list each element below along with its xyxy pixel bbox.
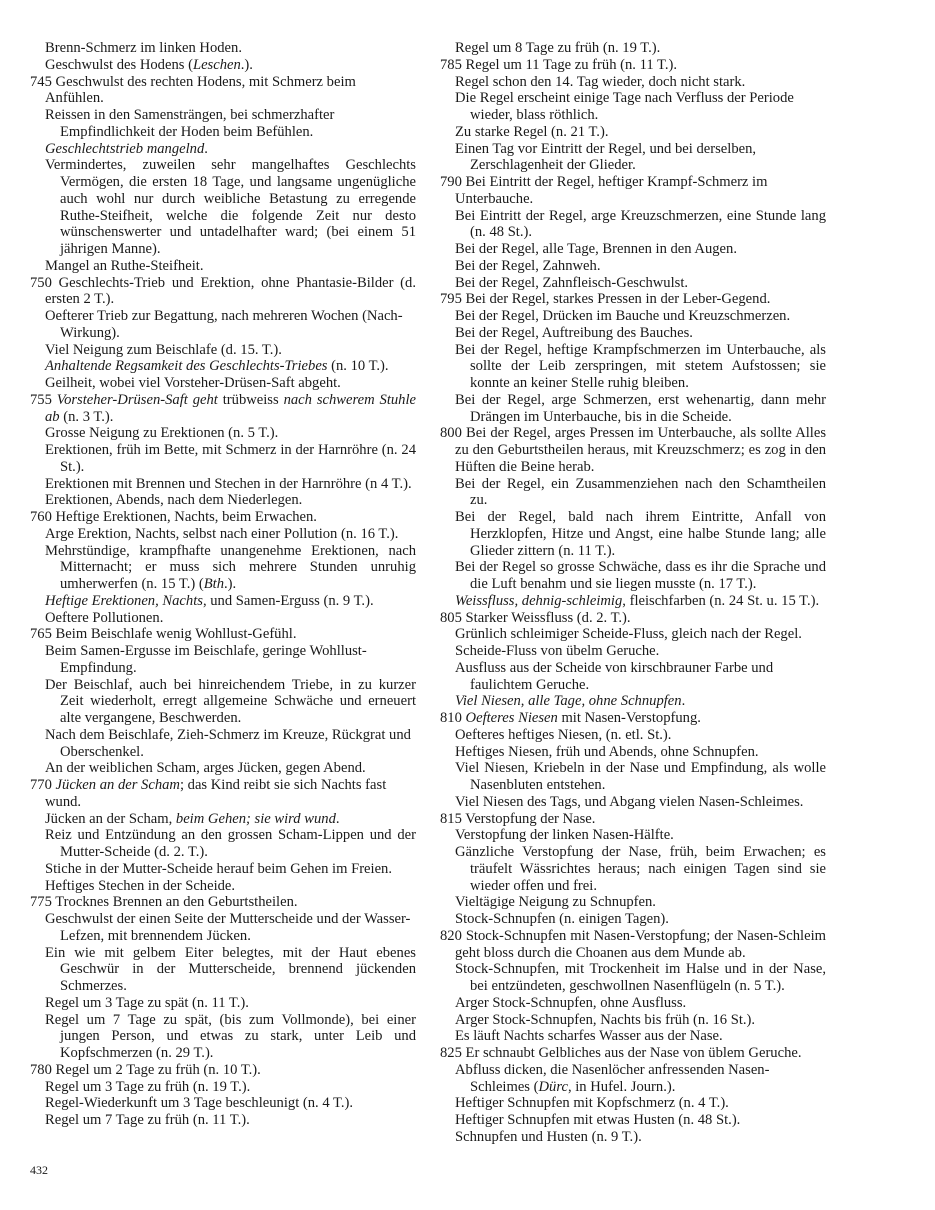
symptom-entry: Bei der Regel, Drücken im Bauche und Kreuzschmerzen. [455,308,791,324]
symptom-entry: Ausfluss aus der Scheide von kirschbrauner Farbe und faulichtem Geruche. [455,659,774,693]
symptom-entry [440,291,826,308]
symptom-entry: Nach dem Beischlafe, Zieh-Schmerz im Kreuze, Rückgrat und Oberschenkel. [45,726,411,760]
symptom-entry: Viel Neigung zum Beischlafe (d. 15. T.). [45,341,282,358]
right-column [440,40,826,1146]
entry-text: Trocknes Brennen an den Geburtstheilen. [55,894,298,911]
symptom-entry: An der weiblichen Scham, arges Jücken, gegen Abend. [45,760,366,777]
symptom-entry: Reiz und Entzündung an den grossen Scham-Lippen und der Mutter-Scheide (d. 2. T.). [45,827,416,860]
symptom-entry: Arger Stock-Schnupfen, Nachts bis früh (n. 16 St.). [455,1011,756,1028]
entry-number: 765 [30,626,56,643]
symptom-entry [440,710,826,727]
symptom-entry: Regel-Wiederkunft um 3 Tage beschleunigt (n. 4 T.). [45,1095,354,1112]
symptom-entry: Geschlechtstrieb mangelnd. [45,140,208,157]
entry-text: Oefteres Niesen mit Nasen-Verstopfung. [465,710,701,726]
symptom-entry [440,811,826,828]
symptom-entry: Regel um 3 Tage zu früh (n. 19 T.). [45,1078,251,1095]
symptom-entry: Arge Erektion, Nachts, selbst nach einer Pollution (n. 16 T.). [45,525,399,542]
entry-text: Heftige Erektionen, Nachts, beim Erwachen. [55,509,317,525]
symptom-entry [440,610,826,627]
symptom-entry: Arger Stock-Schnupfen, ohne Ausfluss. [455,994,687,1011]
symptom-entry [440,425,826,475]
symptom-entry: Reissen in den Samensträngen, bei schmerzhafter Empfindlichkeit der Hoden beim Befühlen. [45,107,335,140]
symptom-entry: Stock-Schnupfen, mit Trockenheit im Halse und in der Nase, bei entzündeten, geschwollnen Nasenflügeln (n. 5 T.). [455,961,826,994]
symptom-entry: Heftige Erektionen, Nachts, und Samen-Erguss (n. 9 T.). [45,592,374,609]
symptom-entry: Geschwulst des Hodens (Leschen.). [45,56,253,73]
entry-number: 780 [30,1061,56,1078]
entry-text: Jücken an der Scham; das Kind reibt sie sich Nachts fast wund. [45,777,387,810]
symptom-entry: Regel um 8 Tage zu früh (n. 19 T.). [455,40,661,56]
symptom-entry: Mangel an Ruthe-Steifheit. [45,257,204,274]
symptom-entry: Erektionen, Abends, nach dem Niederlegen. [45,492,303,509]
symptom-entry: Brenn-Schmerz im linken Hoden. [45,40,242,56]
symptom-entry [440,1045,826,1062]
page-number: 432 [30,1163,48,1177]
symptom-entry: Der Beischlaf, auch bei hinreichendem Triebe, in zu kurzer Zeit wiederholt, erregt allgemeine Schwäche und erneuert alte vergangene, Beschwerden. [45,676,416,726]
symptom-entry: Beim Samen-Ergusse im Beischlafe, geringe Wohllust-Empfindung. [45,643,367,676]
symptom-entry: Jücken an der Scham, beim Gehen; sie wird wund. [45,810,340,827]
symptom-entry: Stiche in der Mutter-Scheide herauf beim Gehen im Freien. [45,860,393,877]
entry-text: Starker Weissfluss (d. 2. T.). [465,609,631,626]
symptom-entry: Heftiger Schnupfen mit Kopfschmerz (n. 4 T.). [455,1095,729,1112]
symptom-entry [440,57,826,74]
entry-number: 760 [30,509,56,525]
entry-number: 825 [440,1045,466,1061]
symptom-entry: Bei der Regel, Zahnfleisch-Geschwulst. [455,274,689,291]
symptom-entry [30,894,416,911]
symptom-entry: Geilheit, wobei viel Vorsteher-Drüsen-Saft abgeht. [45,375,341,391]
symptom-entry: Bei der Regel, arge Schmerzen, erst wehenartig, dann mehr Drängen im Unterbauche, bis in die Scheide. [455,391,826,425]
entry-number: 810 [440,710,466,726]
symptom-entry: Bei der Regel, heftige Krampfschmerzen im Unterbauche, als sollte der Leib zerspringen, mit stetem Aufstossen; sie konnte an keiner Stelle ruhig bleiben. [455,341,826,391]
symptom-entry: Bei der Regel, Zahnweh. [455,257,601,274]
symptom-entry: Geschwulst der einen Seite der Mutterscheide und der Wasser-Lefzen, mit brennendem Jücken. [45,911,411,944]
symptom-entry: Regel um 3 Tage zu spät (n. 11 T.). [45,994,249,1011]
symptom-entry: Erektionen mit Brennen und Stechen in der Harnröhre (n 4 T.). [45,475,412,492]
entry-text: Beim Beischlafe wenig Wohllust-Gefühl. [55,626,297,643]
symptom-entry: Zu starke Regel (n. 21 T.). [455,123,609,140]
entry-number: 820 [440,927,466,944]
symptom-entry [440,174,826,208]
symptom-entry [30,777,416,811]
symptom-entry: Bei der Regel, ein Zusammenziehen nach den Schamtheilen zu. [455,475,826,509]
symptom-entry: Bei der Regel, Auftreibung des Bauches. [455,324,693,341]
symptom-entry: Ein wie mit gelbem Eiter belegtes, mit der Haut ebenes Geschwür in der Mutterscheide, brennend jückenden Schmerzes. [45,944,416,994]
symptom-entry: Schnupfen und Husten (n. 9 T.). [455,1128,642,1145]
symptom-entry [30,74,416,108]
entry-number: 745 [30,73,56,90]
symptom-entry: Weissfluss, dehnig-schleimig, fleischfarben (n. 24 St. u. 15 T.). [455,592,820,609]
symptom-entry: Viel Niesen, Kriebeln in der Nase und Empfindung, als wolle Nasenbluten entstehen. [455,760,826,793]
symptom-entry: Heftiges Niesen, früh und Abends, ohne Schnupfen. [455,743,759,760]
symptom-entry: Grosse Neigung zu Erektionen (n. 5 T.). [45,425,279,442]
symptom-entry: Vieltägige Neigung zu Schnupfen. [455,894,656,911]
symptom-entry [30,1062,416,1079]
symptom-entry: Anhaltende Regsamkeit des Geschlechts-Triebes (n. 10 T.). [45,358,389,375]
entry-text: Er schnaubt Gelbliches aus der Nase von üblem Geruche. [465,1045,802,1061]
symptom-entry [440,928,826,962]
symptom-entry: Abfluss dicken, die Nasenlöcher anfressenden Nasen-Schleimes (Dürc, in Hufel. Journ.). [455,1061,770,1095]
symptom-entry: Regel um 7 Tage zu spät, (bis zum Vollmonde), bei einer jungen Person, und etwas zu stark, unter Leib und Kopfschmerzen (n. 29 T.). [45,1011,416,1061]
entry-text: Regel um 11 Tage zu früh (n. 11 T.). [465,56,678,73]
symptom-entry: Oefterer Trieb zur Begattung, nach mehreren Wochen (Nach-Wirkung). [45,308,403,341]
entry-text: Regel um 2 Tage zu früh (n. 10 T.). [55,1061,261,1078]
symptom-entry: Erektionen, früh im Bette, mit Schmerz in der Harnröhre (n. 24 St.). [45,442,416,475]
symptom-entry: Einen Tag vor Eintritt der Regel, und bei derselben, Zerschlagenheit der Glieder. [455,140,757,174]
entry-number: 750 [30,274,59,291]
entry-number: 795 [440,291,466,308]
symptom-entry: Bei Eintritt der Regel, arge Kreuzschmerzen, eine Stunde lang (n. 48 St.). [455,207,826,241]
entry-number: 755 [30,391,57,408]
entry-text: Bei Eintritt der Regel, heftiger Krampf-Schmerz im Unterbauche. [455,174,768,207]
entry-number: 785 [440,56,466,73]
entry-text: Bei der Regel, arges Pressen im Unterbauche, als sollte Alles zu den Geburtstheilen heraus, mit Kreuzschmerz; es zog in den Hüften die Beine herab. [455,425,826,475]
entry-text: Geschwulst des rechten Hodens, mit Schmerz beim Anfühlen. [45,73,356,107]
symptom-entry: Mehrstündige, krampfhafte unangenehme Erektionen, nach Mitternacht; er muss sich mehrere Stunden unruhig umherwerfen (n. 15 T.) (Bth.). [45,542,416,592]
symptom-entry: Bei der Regel so grosse Schwäche, dass es ihr die Sprache und die Luft benahm und sie liegen musste (n. 17 T.). [455,559,826,592]
symptom-entry: Verstopfung der linken Nasen-Hälfte. [455,827,674,844]
symptom-entry: Viel Niesen, alle Tage, ohne Schnupfen. [455,693,686,710]
symptom-entry: Regel schon den 14. Tag wieder, doch nicht stark. [455,73,746,90]
entry-number: 790 [440,174,466,190]
symptom-entry [30,392,416,426]
symptom-entry: Vermindertes, zuweilen sehr mangelhaftes Geschlechts Vermögen, die ersten 18 Tage, und langsame ungenügliche auch wohl nur durch weibliche Betastung zu erregende Ruthe-Steifheit, welche die folgende Zeit nur desto wünschenswerter und untadelhafter ward; (bei einem 51 jährigen Manne). [45,157,416,257]
symptom-entry [30,626,416,643]
entry-number: 775 [30,894,56,911]
symptom-entry: Heftiges Stechen in der Scheide. [45,877,236,894]
symptom-entry: Regel um 7 Tage zu früh (n. 11 T.). [45,1112,250,1128]
symptom-entry: Es läuft Nachts scharfes Wasser aus der Nase. [455,1028,723,1045]
entry-number: 800 [440,425,466,442]
entry-number: 805 [440,609,466,626]
symptom-entry: Bei der Regel, alle Tage, Brennen in den Augen. [455,241,737,257]
symptom-entry: Stock-Schnupfen (n. einigen Tagen). [455,911,669,927]
symptom-entry: Oefteres heftiges Niesen, (n. etl. St.). [455,726,672,743]
entry-number: 770 [30,777,56,793]
symptom-entry: Oeftere Pollutionen. [45,609,164,626]
symptom-entry: Scheide-Fluss von übelm Geruche. [455,643,660,659]
entry-text: Stock-Schnupfen mit Nasen-Verstopfung; der Nasen-Schleim geht bloss durch die Choanen aus dem Munde ab. [455,927,826,961]
entry-text: Verstopfung der Nase. [465,810,596,827]
symptom-entry [30,275,416,309]
entry-number: 815 [440,810,466,827]
symptom-entry: Grünlich schleimiger Scheide-Fluss, gleich nach der Regel. [455,626,802,643]
entry-text: Bei der Regel, starkes Pressen in der Leber-Gegend. [465,291,771,308]
entry-text: Vorsteher-Drüsen-Saft geht trübweiss nach schwerem Stuhle ab (n. 3 T.). [45,391,416,425]
symptom-entry: Bei der Regel, bald nach ihrem Eintritte, Anfall von Herzklopfen, Hitze und Angst, eine halbe Stunde lang; alle Glieder zittern (n. 11 T.). [455,509,826,559]
symptom-entry [30,509,416,526]
symptom-entry: Die Regel erscheint einige Tage nach Verfluss der Periode wieder, blass röthlich. [455,90,794,123]
symptom-entry: Heftiger Schnupfen mit etwas Husten (n. 48 St.). [455,1112,741,1128]
symptom-entry: Viel Niesen des Tags, und Abgang vielen Nasen-Schleimes. [455,793,804,810]
left-column [30,40,416,1129]
symptom-entry: Gänzliche Verstopfung der Nase, früh, beim Erwachen; es träufelt Wässrichtes heraus; nach einigen Tagen sind sie wieder offen und frei. [455,844,826,894]
entry-text: Geschlechts-Trieb und Erektion, ohne Phantasie-Bilder (d. ersten 2 T.). [45,274,416,308]
